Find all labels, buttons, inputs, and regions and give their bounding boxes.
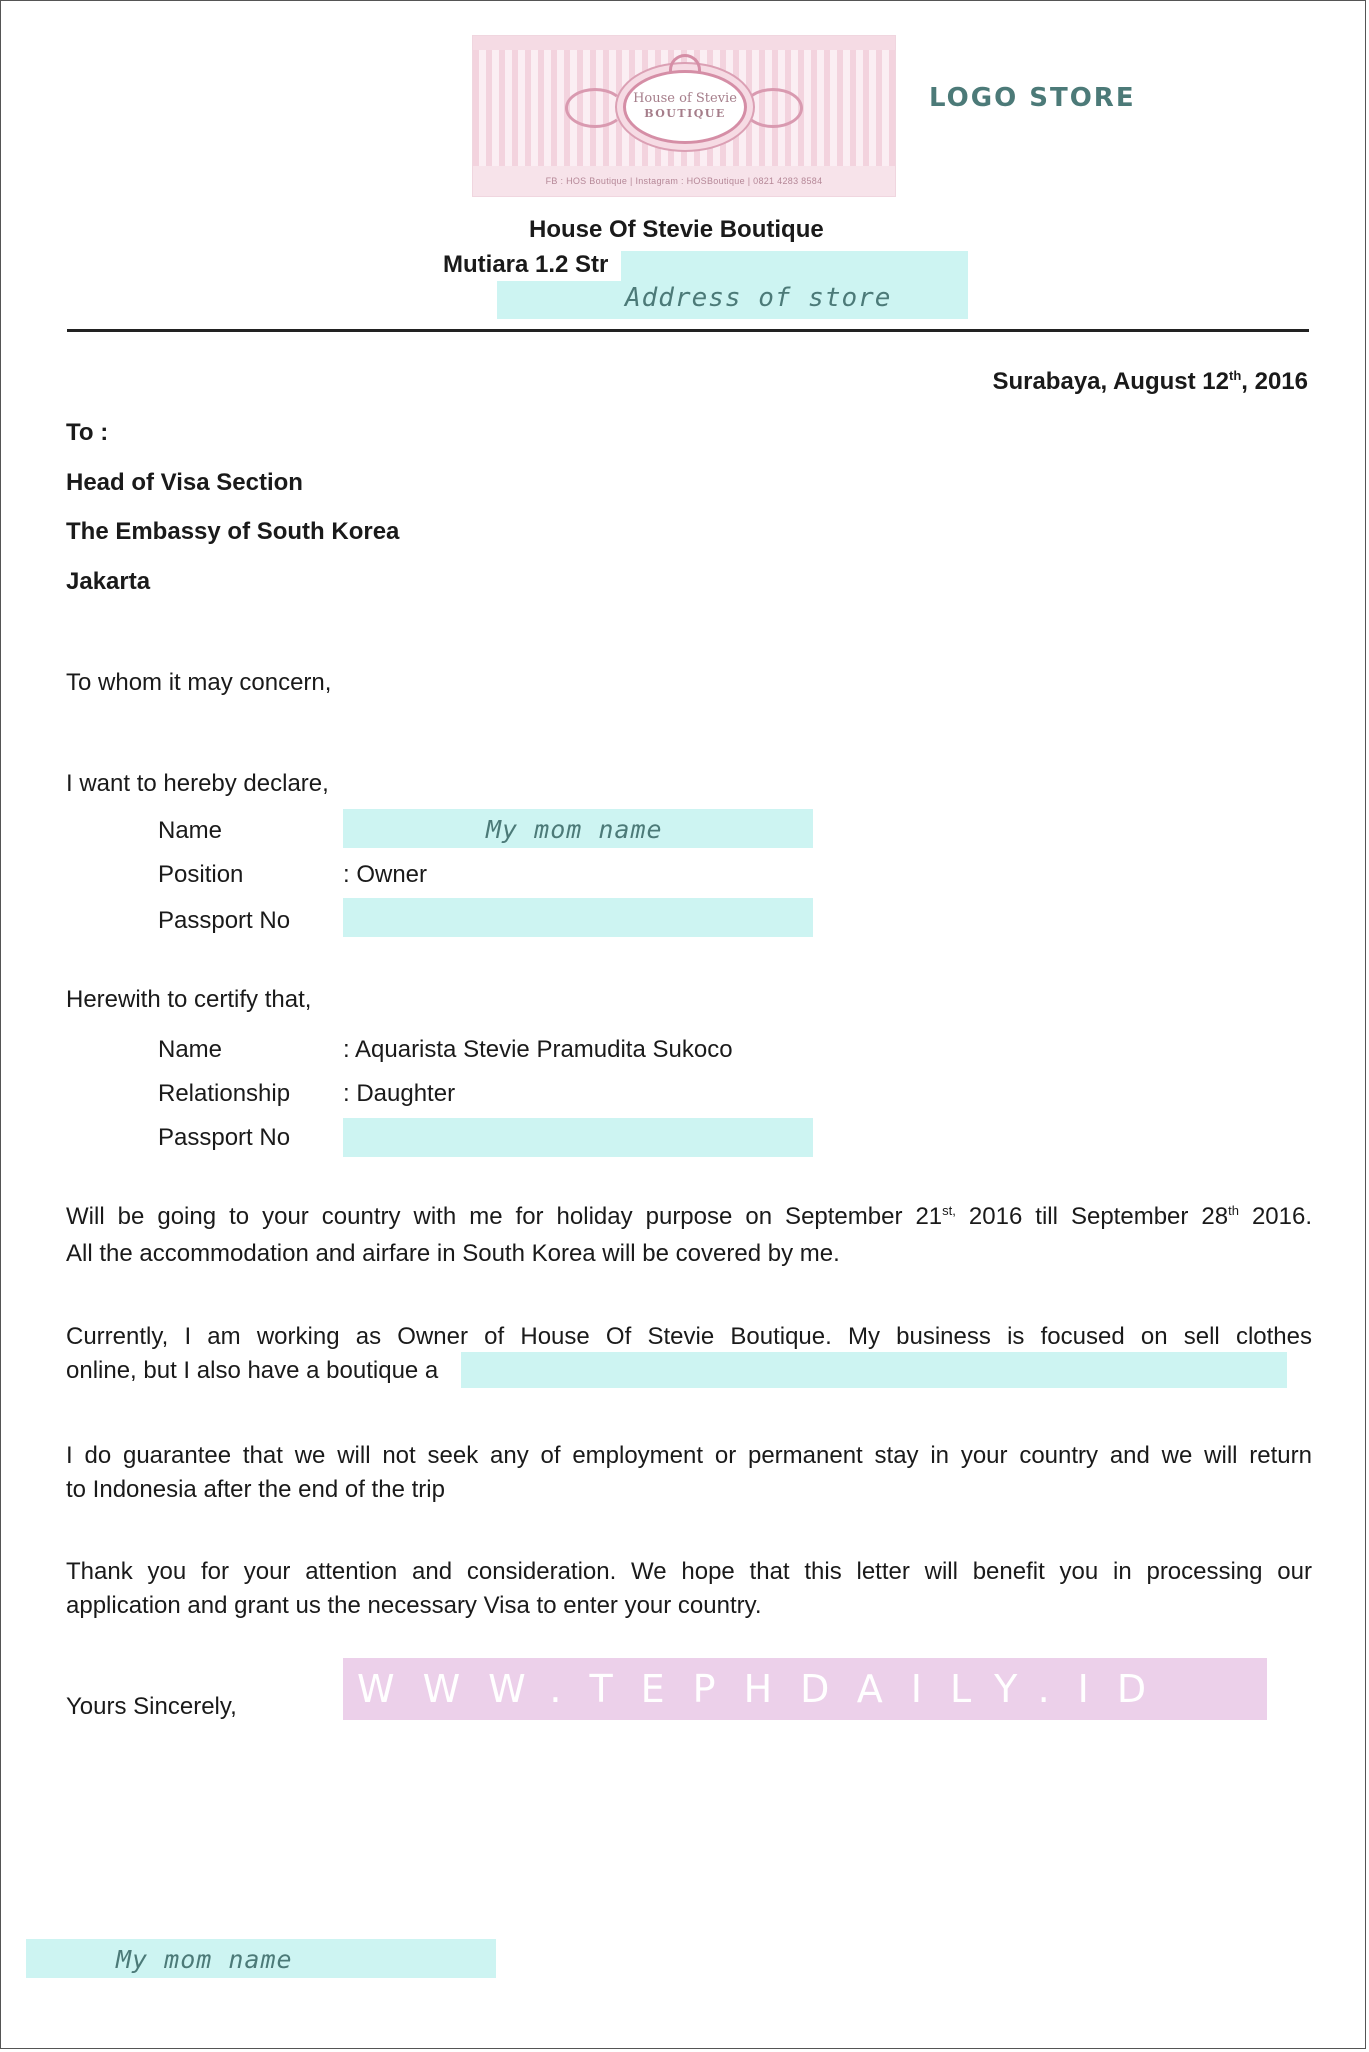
paragraph-2-line2: online, but I also have a boutique a <box>66 1357 439 1384</box>
logo-text-line2: BOUTIQUE <box>644 107 726 120</box>
paragraph-1-line1: Will be going to your country with me for holiday purpose on September $21^{st,}$ 2016 till September 28th 2016. <box>66 1203 1313 1230</box>
declarer-passport-redaction <box>343 898 813 937</box>
recipient-line2: The Embassy of South Korea <box>66 518 400 545</box>
logo-text-line1: House of Stevie <box>633 91 737 106</box>
watermark-banner: WWW.TEPHDAILY.ID <box>343 1658 1267 1720</box>
declarer-position-label: Position <box>158 861 244 888</box>
recipient-line1: Head of Visa Section <box>66 469 303 496</box>
paragraph-3-line1: I do guarantee that we will not seek any of employment or permanent stay in your country and we will return <box>66 1442 1312 1469</box>
company-address: Mutiara 1.2 Str <box>443 251 609 278</box>
paragraph-2-line1: Currently, I am working as Owner of House Of Stevie Boutique. My business is focused on sell clothes <box>66 1323 1312 1350</box>
logo-crown-ornament <box>669 54 701 72</box>
declare-line: I want to hereby declare, <box>66 770 329 797</box>
paragraph-4-line1: Thank you for your attention and consideration. We hope that this letter will benefit you in processing our <box>66 1558 1312 1585</box>
logo-swirl-left <box>565 88 625 128</box>
boutique-location-redaction <box>461 1352 1287 1388</box>
signature-name-annotation: My mom name <box>116 1945 293 1974</box>
subject-relationship-value: : Daughter <box>343 1080 456 1107</box>
logo-footer: FB : HOS Boutique | Instagram : HOSBoutique | 0821 4283 8584 <box>473 166 895 196</box>
company-name: House Of Stevie Boutique <box>529 216 824 243</box>
subject-name-value: : Aquarista Stevie Pramudita Sukoco <box>343 1036 733 1063</box>
logo-annotation: LOGO STORE <box>929 83 1136 113</box>
subject-passport-label: Passport No <box>158 1124 291 1151</box>
subject-name-label: Name <box>158 1036 223 1063</box>
store-logo <box>472 35 896 197</box>
address-redaction <box>497 281 968 319</box>
certify-line: Herewith to certify that, <box>66 986 312 1013</box>
paragraph-1-line2: All the accommodation and airfare in South Korea will be covered by me. <box>66 1240 840 1267</box>
logo-frame <box>623 70 747 144</box>
address-redaction-top <box>621 251 968 281</box>
signature-name-redaction <box>26 1939 496 1978</box>
salutation: To whom it may concern, <box>66 669 332 696</box>
paragraph-3-line2: to Indonesia after the end of the trip <box>66 1476 445 1503</box>
recipient-line3: Jakarta <box>66 568 151 595</box>
logo-top-band <box>473 36 895 50</box>
subject-relationship-label: Relationship <box>158 1080 291 1107</box>
declarer-position-value: : Owner <box>343 861 428 888</box>
letter-date: Surabaya, August 12th, 2016 <box>992 368 1308 395</box>
address-annotation: Address of store <box>625 283 892 313</box>
declarer-name-label: Name <box>158 817 223 844</box>
declarer-passport-label: Passport No <box>158 907 291 934</box>
header-divider <box>67 329 1309 332</box>
closing: Yours Sincerely, <box>66 1693 237 1720</box>
logo-text <box>626 91 744 121</box>
subject-passport-redaction <box>343 1118 813 1157</box>
declarer-name-redaction <box>343 809 813 848</box>
logo-swirl-right <box>743 88 803 128</box>
to-label: To : <box>66 419 109 446</box>
paragraph-4-line2: application and grant us the necessary Visa to enter your country. <box>66 1592 762 1619</box>
declarer-name-annotation: My mom name <box>486 815 663 844</box>
